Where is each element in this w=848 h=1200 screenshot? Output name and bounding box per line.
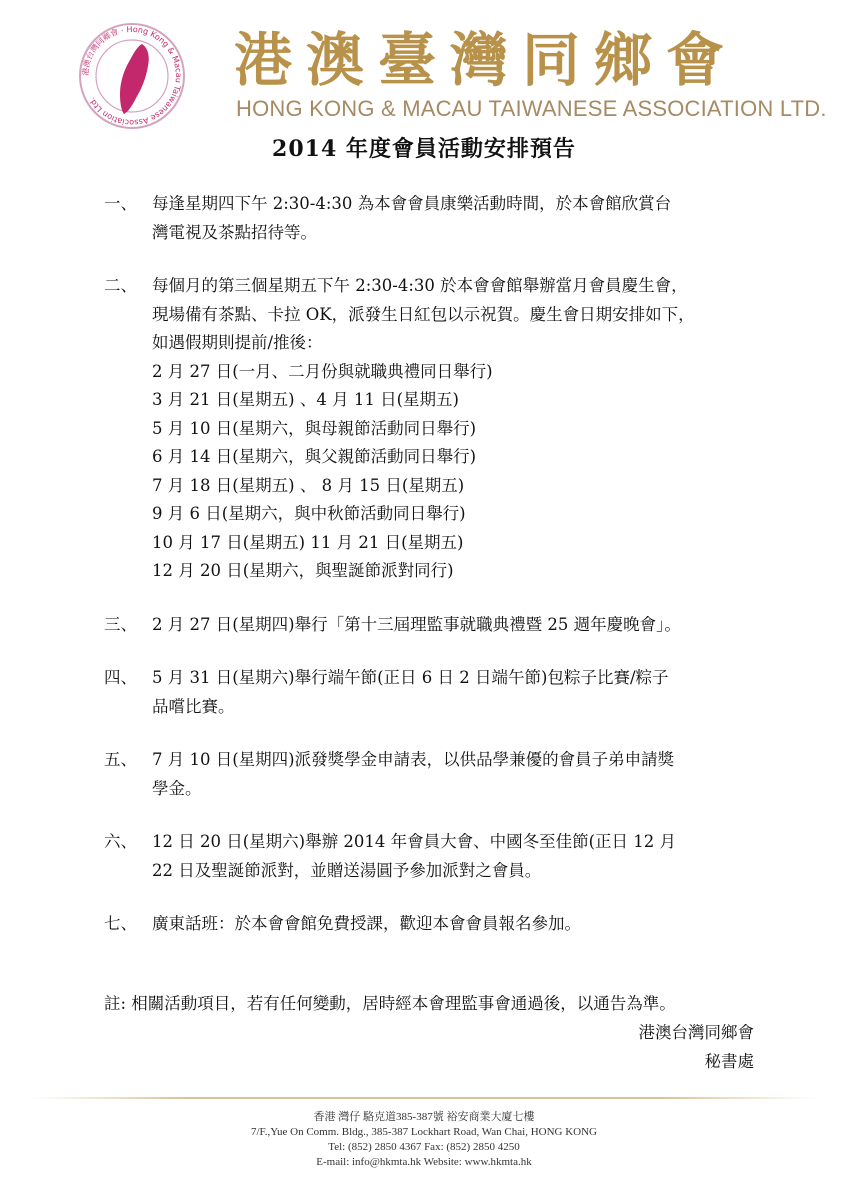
list-item [0, 746, 848, 803]
item-line: 22 日及聖誕節派對，並贈送湯圓予參加派對之會員。 [152, 860, 542, 880]
footer-address-en: 7/F.,Yue On Comm. Bldg., 385-387 Lockhart Road, Wan Chai, HONG KONG [250, 1126, 598, 1138]
birthday-date-line: 2 月 27 日(一月、二月份與就職典禮同日舉行) [152, 361, 493, 381]
list-item [0, 910, 848, 939]
association-chinese-name: 港澳臺灣同鄉會 [234, 26, 739, 94]
association-logo [78, 22, 186, 130]
birthday-date-line: 3 月 21 日(星期五) 、4 月 11 日(星期五) [152, 390, 459, 409]
list-item [0, 828, 848, 885]
footer-address-zh: 香港 灣仔 駱克道385-387號 裕安商業大廈七樓 [313, 1111, 535, 1123]
item-number: 一、 [104, 194, 137, 213]
item-number: 五、 [104, 750, 137, 769]
item-line: 2 月 27 日(星期四)舉行「第十三屆理監事就職典禮暨 25 週年慶晚會」。 [152, 614, 681, 634]
item-line: 品嚐比賽。 [152, 696, 235, 716]
item-number: 三、 [104, 614, 137, 634]
birthday-date-line: 10 月 17 日(星期五) 11 月 21 日(星期五) [152, 532, 464, 552]
item-line: 灣電視及茶點招待等。 [152, 222, 317, 242]
footer-email-web: E-mail: info@hkmta.hk Website: www.hkmta.hk [316, 1156, 532, 1168]
birthday-date-line: 12 月 20 日(星期六，與聖誕節派對同行) [152, 561, 454, 580]
list-item [0, 611, 848, 640]
item-line: 學金。 [152, 778, 202, 798]
item-line: 每逢星期四下午 2:30-4:30 為本會會員康樂活動時間，於本會館欣賞台 [152, 194, 672, 213]
letterhead [0, 0, 848, 128]
item-number: 七、 [104, 914, 137, 933]
birthday-date-line: 5 月 10 日(星期六，與母親節活動同日舉行) [152, 418, 477, 438]
item-number: 六、 [104, 832, 137, 851]
signature-block [639, 1019, 755, 1076]
taiwan-island-icon [120, 44, 149, 114]
item-line: 每個月的第三個星期五下午 2:30-4:30 於本會會館舉辦當月會員慶生會， [152, 276, 688, 295]
item-number: 二、 [104, 276, 137, 295]
list-item [0, 190, 848, 247]
item-line: 12 日 20 日(星期六)舉辦 2014 年會員大會、中國冬至佳節(正日 12 月 [152, 832, 677, 851]
item-number: 四、 [104, 668, 137, 687]
item-line: 如遇假期則提前/推後： [152, 333, 323, 352]
remark-note: 註: 相關活動項目，若有任何變動，居時經本會理監事會通過後，以通告為準。 [104, 994, 676, 1013]
signature-org: 港澳台灣同鄉會 [638, 1023, 754, 1042]
footer-divider [30, 1097, 818, 1099]
item-line: 7 月 10 日(星期四)派發獎學金申請表，以供品學兼優的會員子弟申請獎 [152, 750, 675, 769]
page-title: 2014 年度會員活動安排預告 [272, 136, 576, 162]
item-line: 廣東話班：於本會會館免費授課，歡迎本會會員報名參加。 [152, 914, 581, 933]
logo-ring-text: 港澳台灣同鄉會 · Hong Kong & Macau Taiwanese Association Ltd. [80, 24, 184, 128]
footer-contact [0, 1110, 848, 1170]
item-line: 現場備有茶點、卡拉 OK，派發生日紅包以示祝賀。慶生會日期安排如下， [152, 304, 695, 324]
footer-phone-fax: Tel: (852) 2850 4367 Fax: (852) 2850 4250 [328, 1141, 520, 1153]
birthday-date-line: 9 月 6 日(星期六，與中秋節活動同日舉行) [152, 504, 466, 523]
list-item [0, 272, 848, 586]
list-item [0, 664, 848, 721]
activity-list [0, 190, 848, 964]
item-line: 5 月 31 日(星期六)舉行端午節(正日 6 日 2 日端午節)包粽子比賽/粽子 [152, 668, 669, 687]
association-english-name: HONG KONG & MACAU TAIWANESE ASSOCIATION LTD. [236, 96, 827, 121]
birthday-date-line: 6 月 14 日(星期六，與父親節活動同日舉行) [152, 447, 477, 466]
signature-dept: 秘書處 [704, 1051, 754, 1071]
birthday-date-line: 7 月 18 日(星期五) 、 8 月 15 日(星期五) [152, 475, 465, 495]
